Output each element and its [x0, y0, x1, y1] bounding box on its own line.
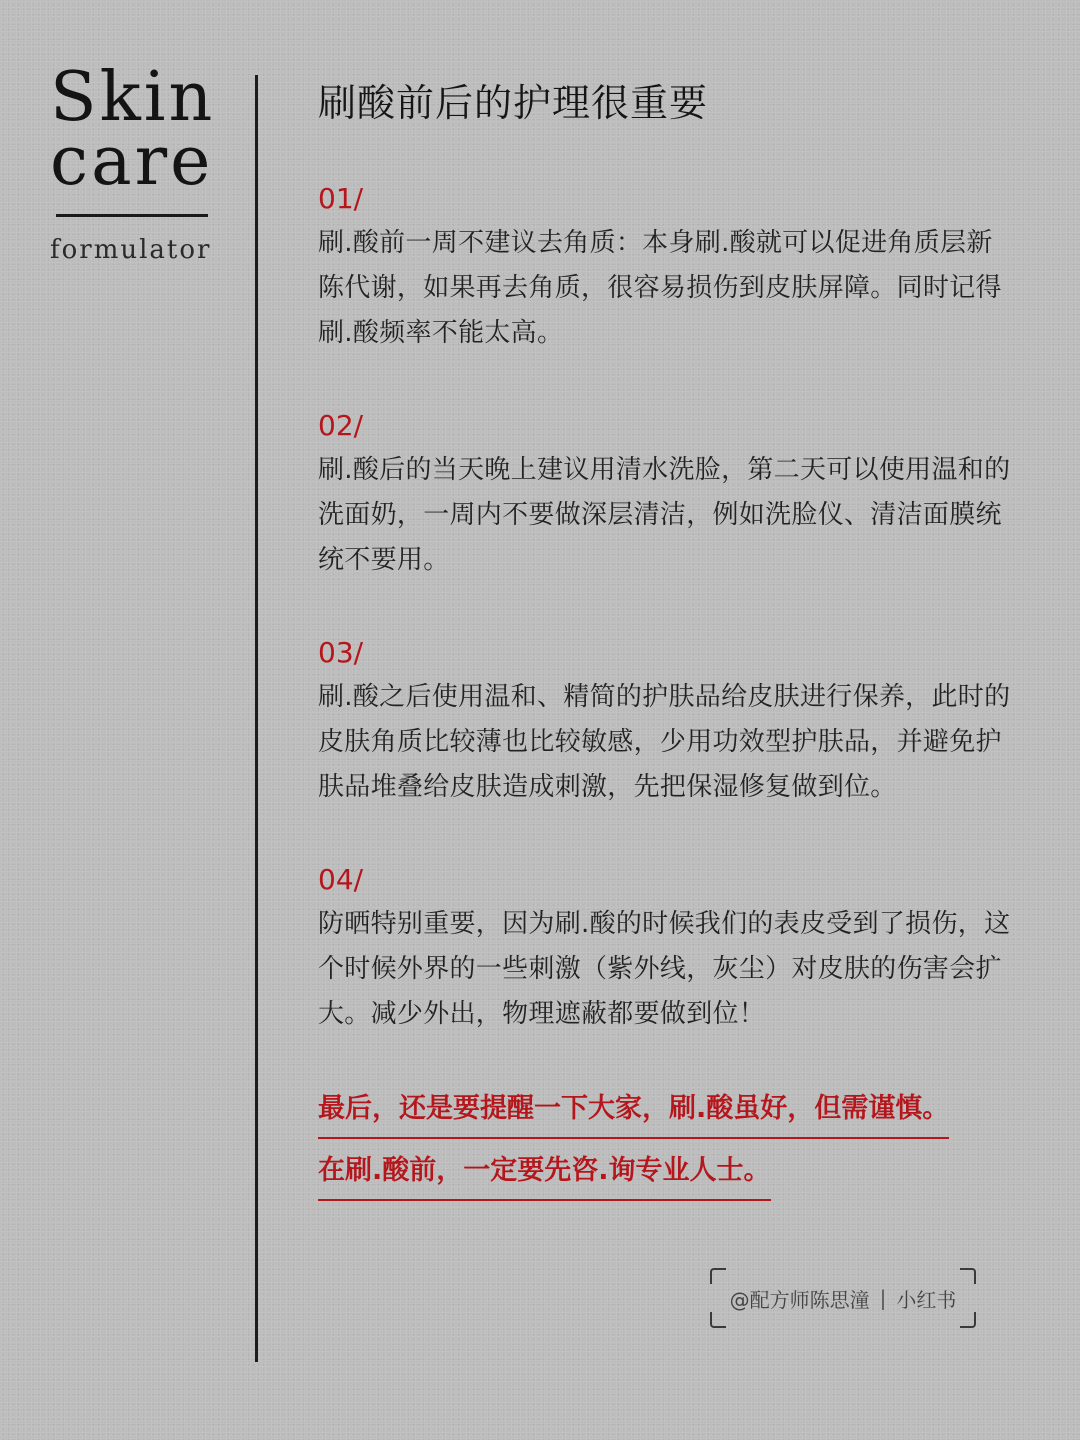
- brand-rule: [56, 214, 208, 217]
- section-02: [318, 406, 1018, 583]
- section-text: 防晒特别重要，因为刷.酸的时候我们的表皮受到了损伤，这个时候外界的一些刺激（紫外线，灰尘）对皮肤的伤害会扩大。减少外出，物理遮蔽都要做到位！: [318, 909, 1011, 1029]
- watermark-author: @配方师陈思潼: [729, 1287, 870, 1312]
- closing-line-1: 最后，还是要提醒一下大家，刷.酸虽好，但需谨慎。: [318, 1087, 949, 1139]
- section-03: [318, 633, 1018, 810]
- brand-subtitle: formulator: [50, 235, 212, 265]
- brand-logo: [50, 58, 216, 265]
- watermark-separator: |: [879, 1286, 887, 1310]
- watermark-text: [710, 1268, 976, 1328]
- vertical-divider: [255, 75, 258, 1362]
- closing-line-2: 在刷.酸前，一定要先咨.询专业人士。: [318, 1149, 771, 1201]
- brand-line-skin: Skin: [50, 58, 216, 137]
- section-number: 04/: [318, 863, 364, 896]
- watermark-platform: 小红书: [896, 1287, 957, 1312]
- watermark: [710, 1268, 976, 1328]
- section-text: 刷.酸之后使用温和、精简的护肤品给皮肤进行保养，此时的皮肤角质比较薄也比较敏感，少用功效型护肤品，并避免护肤品堆叠给皮肤造成刺激，先把保湿修复做到位。: [318, 682, 1011, 802]
- section-text: 刷.酸后的当天晚上建议用清水洗脸，第二天可以使用温和的洗面奶，一周内不要做深层清洁，例如洗脸仪、清洁面膜统统不要用。: [318, 455, 1011, 575]
- section-01: [318, 179, 1018, 356]
- section-number: 01/: [318, 182, 364, 215]
- section-number: 03/: [318, 636, 364, 669]
- section-text: 刷.酸前一周不建议去角质：本身刷.酸就可以促进角质层新陈代谢，如果再去角质，很容易损伤到皮肤屏障。同时记得刷.酸频率不能太高。: [318, 228, 1002, 348]
- page-title: 刷酸前后的护理很重要: [318, 81, 709, 125]
- section-number: 02/: [318, 409, 364, 442]
- content-column: [318, 75, 1018, 1211]
- brand-line-care: care: [50, 122, 214, 201]
- closing-note: [318, 1087, 1018, 1211]
- section-04: [318, 860, 1018, 1037]
